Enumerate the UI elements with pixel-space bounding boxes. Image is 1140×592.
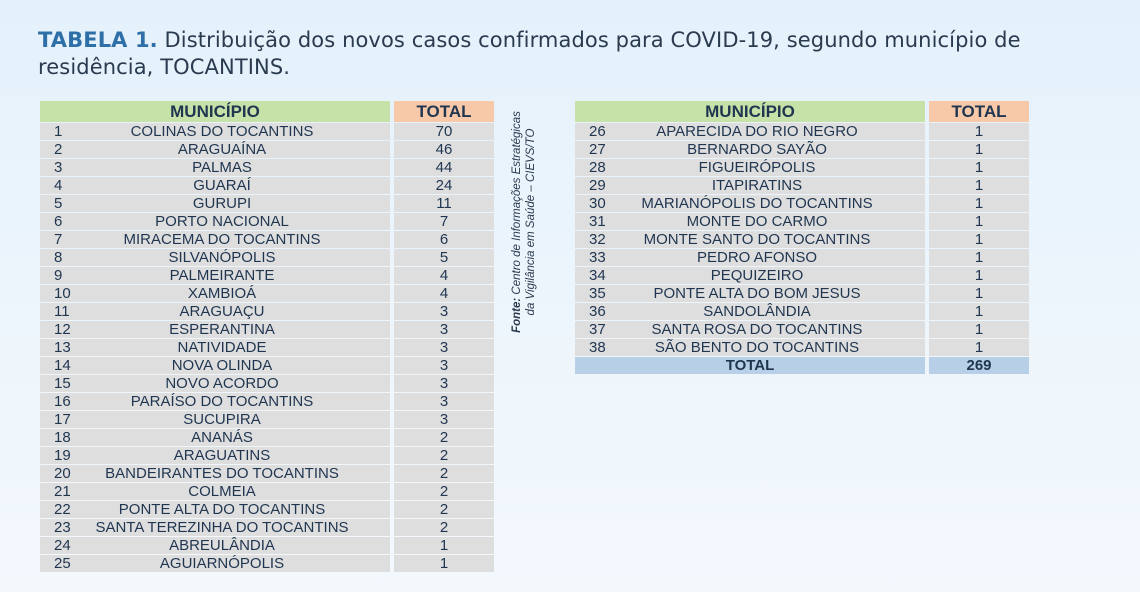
row-number: 3 bbox=[54, 159, 63, 176]
row-number: 21 bbox=[54, 483, 71, 500]
table-row bbox=[40, 285, 494, 302]
row-number: 11 bbox=[54, 303, 70, 320]
municipio-cell bbox=[575, 339, 925, 356]
total-cell: 70 bbox=[394, 123, 494, 140]
header-municipio: MUNICÍPIO bbox=[40, 101, 390, 122]
municipio-name: MONTE SANTO DO TOCANTINS bbox=[643, 231, 871, 248]
municipio-cell bbox=[40, 537, 390, 554]
source-line-1: Centro de Informações Estratégicas bbox=[511, 111, 523, 295]
row-number: 30 bbox=[589, 195, 606, 212]
municipio-cell bbox=[40, 249, 390, 266]
table-row bbox=[40, 177, 494, 194]
table-row bbox=[40, 555, 494, 572]
municipio-cell bbox=[40, 519, 390, 536]
municipio-name: PALMAS bbox=[192, 159, 252, 176]
table-row bbox=[40, 357, 494, 374]
header-municipio: MUNICÍPIO bbox=[575, 101, 925, 122]
row-number: 38 bbox=[589, 339, 606, 356]
municipio-name: ARAGUATINS bbox=[173, 447, 271, 464]
table-row bbox=[575, 177, 1029, 194]
cases-table-left bbox=[40, 100, 494, 573]
row-number: 22 bbox=[54, 501, 71, 518]
municipio-name: BERNARDO SAYÃO bbox=[687, 141, 827, 158]
total-cell: 1 bbox=[394, 537, 494, 554]
row-number: 20 bbox=[54, 465, 71, 482]
table-row bbox=[575, 321, 1029, 338]
row-number: 5 bbox=[54, 195, 63, 212]
table-title-text: Distribuição dos novos casos confirmados para COVID-19, segundo município de residência, TOCANTINS. bbox=[38, 28, 1021, 79]
table-row bbox=[575, 339, 1029, 356]
municipio-cell bbox=[40, 447, 390, 464]
municipio-name: APARECIDA DO RIO NEGRO bbox=[656, 123, 858, 140]
municipio-cell bbox=[575, 285, 925, 302]
municipio-cell bbox=[40, 285, 390, 302]
total-cell: 2 bbox=[394, 501, 494, 518]
municipio-cell bbox=[575, 321, 925, 338]
municipio-cell bbox=[40, 231, 390, 248]
total-cell: 1 bbox=[929, 213, 1029, 230]
municipio-name: PONTE ALTA DO BOM JESUS bbox=[653, 285, 861, 302]
row-number: 4 bbox=[54, 177, 63, 194]
municipio-cell bbox=[575, 213, 925, 230]
total-cell: 44 bbox=[394, 159, 494, 176]
total-cell: 3 bbox=[394, 339, 494, 356]
table-row bbox=[40, 123, 494, 140]
table-row bbox=[575, 249, 1029, 266]
municipio-name: SÃO BENTO DO TOCANTINS bbox=[654, 339, 860, 356]
table-row bbox=[40, 393, 494, 410]
municipio-cell bbox=[40, 159, 390, 176]
total-cell: 46 bbox=[394, 141, 494, 158]
row-number: 37 bbox=[589, 321, 606, 338]
row-number: 1 bbox=[54, 123, 63, 140]
municipio-name: ANANÁS bbox=[191, 429, 253, 446]
table-row bbox=[40, 375, 494, 392]
municipio-name: SANTA ROSA DO TOCANTINS bbox=[651, 321, 863, 338]
municipio-name: AGUIARNÓPOLIS bbox=[159, 555, 285, 572]
table-row bbox=[40, 537, 494, 554]
municipio-cell bbox=[40, 411, 390, 428]
municipio-name: PALMEIRANTE bbox=[169, 267, 275, 284]
header-row bbox=[575, 101, 1029, 122]
table-body-left bbox=[40, 123, 494, 572]
grand-total-label: TOTAL bbox=[575, 357, 925, 374]
row-number: 34 bbox=[589, 267, 606, 284]
municipio-cell bbox=[575, 141, 925, 158]
municipio-cell bbox=[40, 339, 390, 356]
total-cell: 1 bbox=[929, 123, 1029, 140]
source-label: Fonte: bbox=[511, 297, 523, 333]
municipio-cell bbox=[575, 267, 925, 284]
municipio-name: ITAPIRATINS bbox=[711, 177, 803, 194]
municipio-cell bbox=[575, 195, 925, 212]
total-cell: 4 bbox=[394, 285, 494, 302]
row-number: 16 bbox=[54, 393, 71, 410]
total-cell: 3 bbox=[394, 303, 494, 320]
total-cell: 1 bbox=[394, 555, 494, 572]
table-row bbox=[575, 195, 1029, 212]
municipio-cell bbox=[575, 249, 925, 266]
table-body-right bbox=[575, 123, 1029, 356]
municipio-cell bbox=[40, 177, 390, 194]
table-row bbox=[40, 267, 494, 284]
header-row bbox=[40, 101, 494, 122]
municipio-cell bbox=[40, 141, 390, 158]
municipio-name: NOVO ACORDO bbox=[165, 375, 279, 392]
municipio-name: SILVANÓPOLIS bbox=[168, 249, 276, 266]
total-cell: 1 bbox=[929, 159, 1029, 176]
total-cell: 11 bbox=[394, 195, 494, 212]
total-cell: 1 bbox=[929, 267, 1029, 284]
row-number: 25 bbox=[54, 555, 71, 572]
total-cell: 1 bbox=[929, 321, 1029, 338]
municipio-cell bbox=[40, 195, 390, 212]
municipio-name: ESPERANTINA bbox=[169, 321, 275, 338]
row-number: 14 bbox=[54, 357, 71, 374]
table-row bbox=[40, 483, 494, 500]
row-number: 32 bbox=[589, 231, 606, 248]
row-number: 33 bbox=[589, 249, 606, 266]
municipio-name: PONTE ALTA DO TOCANTINS bbox=[118, 501, 326, 518]
total-cell: 2 bbox=[394, 429, 494, 446]
total-cell: 1 bbox=[929, 195, 1029, 212]
table-row bbox=[40, 159, 494, 176]
total-cell: 3 bbox=[394, 411, 494, 428]
municipio-name: PEQUIZEIRO bbox=[710, 267, 804, 284]
municipio-name: GUARAÍ bbox=[193, 177, 251, 194]
row-number: 18 bbox=[54, 429, 71, 446]
row-number: 17 bbox=[54, 411, 71, 428]
table-row bbox=[40, 141, 494, 158]
source-note-text bbox=[510, 92, 552, 352]
total-cell: 3 bbox=[394, 321, 494, 338]
municipio-cell bbox=[40, 213, 390, 230]
table-title-lead: TABELA 1. bbox=[38, 28, 158, 52]
table-row bbox=[575, 231, 1029, 248]
municipio-name: COLMEIA bbox=[188, 483, 256, 500]
municipio-name: MIRACEMA DO TOCANTINS bbox=[123, 231, 321, 248]
total-cell: 4 bbox=[394, 267, 494, 284]
municipio-cell bbox=[40, 501, 390, 518]
total-cell: 1 bbox=[929, 231, 1029, 248]
table-row bbox=[40, 339, 494, 356]
total-cell: 2 bbox=[394, 483, 494, 500]
table-row bbox=[40, 303, 494, 320]
municipio-name: GURUPI bbox=[192, 195, 252, 212]
header-total: TOTAL bbox=[929, 101, 1029, 122]
municipio-name: PORTO NACIONAL bbox=[155, 213, 289, 230]
table-row bbox=[40, 249, 494, 266]
municipio-cell bbox=[575, 123, 925, 140]
municipio-name: MARIANÓPOLIS DO TOCANTINS bbox=[641, 195, 873, 212]
source-line-2: da Vigilância em Saúde – CIEVS/TO bbox=[525, 128, 537, 316]
total-cell: 1 bbox=[929, 249, 1029, 266]
municipio-cell bbox=[40, 303, 390, 320]
municipio-cell bbox=[40, 123, 390, 140]
table-row bbox=[40, 519, 494, 536]
row-number: 19 bbox=[54, 447, 71, 464]
row-number: 28 bbox=[589, 159, 606, 176]
total-cell: 3 bbox=[394, 393, 494, 410]
total-cell: 5 bbox=[394, 249, 494, 266]
municipio-cell bbox=[40, 483, 390, 500]
table-row bbox=[40, 213, 494, 230]
total-cell: 1 bbox=[929, 141, 1029, 158]
municipio-name: ABREULÂNDIA bbox=[169, 537, 275, 554]
row-number: 27 bbox=[589, 141, 606, 158]
municipio-name: SANTA TEREZINHA DO TOCANTINS bbox=[95, 519, 349, 536]
table-row bbox=[40, 447, 494, 464]
municipio-cell bbox=[40, 429, 390, 446]
municipio-name: FIGUEIRÓPOLIS bbox=[698, 159, 816, 176]
municipio-name: ARAGUAÍNA bbox=[177, 141, 267, 158]
header-total: TOTAL bbox=[394, 101, 494, 122]
table-row bbox=[575, 285, 1029, 302]
row-number: 26 bbox=[589, 123, 606, 140]
row-number: 35 bbox=[589, 285, 606, 302]
total-cell: 1 bbox=[929, 303, 1029, 320]
table-row bbox=[575, 159, 1029, 176]
row-number: 2 bbox=[54, 141, 63, 158]
grand-total-value: 269 bbox=[929, 357, 1029, 374]
row-number: 6 bbox=[54, 213, 63, 230]
table-row bbox=[40, 429, 494, 446]
table-row bbox=[40, 465, 494, 482]
municipio-cell bbox=[40, 375, 390, 392]
row-number: 13 bbox=[54, 339, 71, 356]
row-number: 12 bbox=[54, 321, 71, 338]
grand-total-row bbox=[575, 357, 1029, 374]
municipio-cell bbox=[575, 159, 925, 176]
municipio-name: PARAÍSO DO TOCANTINS bbox=[130, 393, 314, 410]
municipio-name: SANDOLÂNDIA bbox=[703, 303, 811, 320]
total-cell: 1 bbox=[929, 285, 1029, 302]
municipio-name: SUCUPIRA bbox=[183, 411, 261, 428]
table-row bbox=[575, 123, 1029, 140]
municipio-name: XAMBIOÁ bbox=[187, 285, 257, 302]
municipio-cell bbox=[40, 267, 390, 284]
municipio-cell bbox=[40, 465, 390, 482]
row-number: 9 bbox=[54, 267, 63, 284]
total-cell: 1 bbox=[929, 177, 1029, 194]
table-row bbox=[40, 231, 494, 248]
table-row bbox=[40, 501, 494, 518]
total-cell: 2 bbox=[394, 519, 494, 536]
row-number: 7 bbox=[54, 231, 63, 248]
municipio-cell bbox=[40, 555, 390, 572]
table-row bbox=[40, 411, 494, 428]
total-cell: 3 bbox=[394, 375, 494, 392]
row-number: 29 bbox=[589, 177, 606, 194]
municipio-name: MONTE DO CARMO bbox=[686, 213, 828, 230]
total-cell: 1 bbox=[929, 339, 1029, 356]
municipio-cell bbox=[575, 303, 925, 320]
table-row bbox=[575, 267, 1029, 284]
municipio-cell bbox=[575, 231, 925, 248]
municipio-cell bbox=[40, 321, 390, 338]
total-cell: 2 bbox=[394, 447, 494, 464]
municipio-name: BANDEIRANTES DO TOCANTINS bbox=[105, 465, 339, 482]
municipio-name: COLINAS DO TOCANTINS bbox=[130, 123, 314, 140]
municipio-name: PEDRO AFONSO bbox=[696, 249, 818, 266]
source-note bbox=[510, 100, 552, 360]
municipio-name: NATIVIDADE bbox=[177, 339, 267, 356]
table-row bbox=[40, 321, 494, 338]
row-number: 31 bbox=[589, 213, 606, 230]
total-cell: 2 bbox=[394, 465, 494, 482]
row-number: 24 bbox=[54, 537, 71, 554]
table-row bbox=[575, 141, 1029, 158]
municipio-cell bbox=[40, 393, 390, 410]
row-number: 23 bbox=[54, 519, 71, 536]
cases-table-right bbox=[575, 100, 1029, 375]
row-number: 36 bbox=[589, 303, 606, 320]
total-cell: 3 bbox=[394, 357, 494, 374]
table-row bbox=[575, 213, 1029, 230]
total-cell: 6 bbox=[394, 231, 494, 248]
table-row bbox=[40, 195, 494, 212]
municipio-cell bbox=[40, 357, 390, 374]
row-number: 15 bbox=[54, 375, 71, 392]
row-number: 10 bbox=[54, 285, 71, 302]
municipio-name: NOVA OLINDA bbox=[171, 357, 273, 374]
row-number: 8 bbox=[54, 249, 63, 266]
total-cell: 24 bbox=[394, 177, 494, 194]
total-cell: 7 bbox=[394, 213, 494, 230]
table-title bbox=[38, 27, 1108, 81]
municipio-name: ARAGUAÇU bbox=[179, 303, 265, 320]
table-row bbox=[575, 303, 1029, 320]
municipio-cell bbox=[575, 177, 925, 194]
